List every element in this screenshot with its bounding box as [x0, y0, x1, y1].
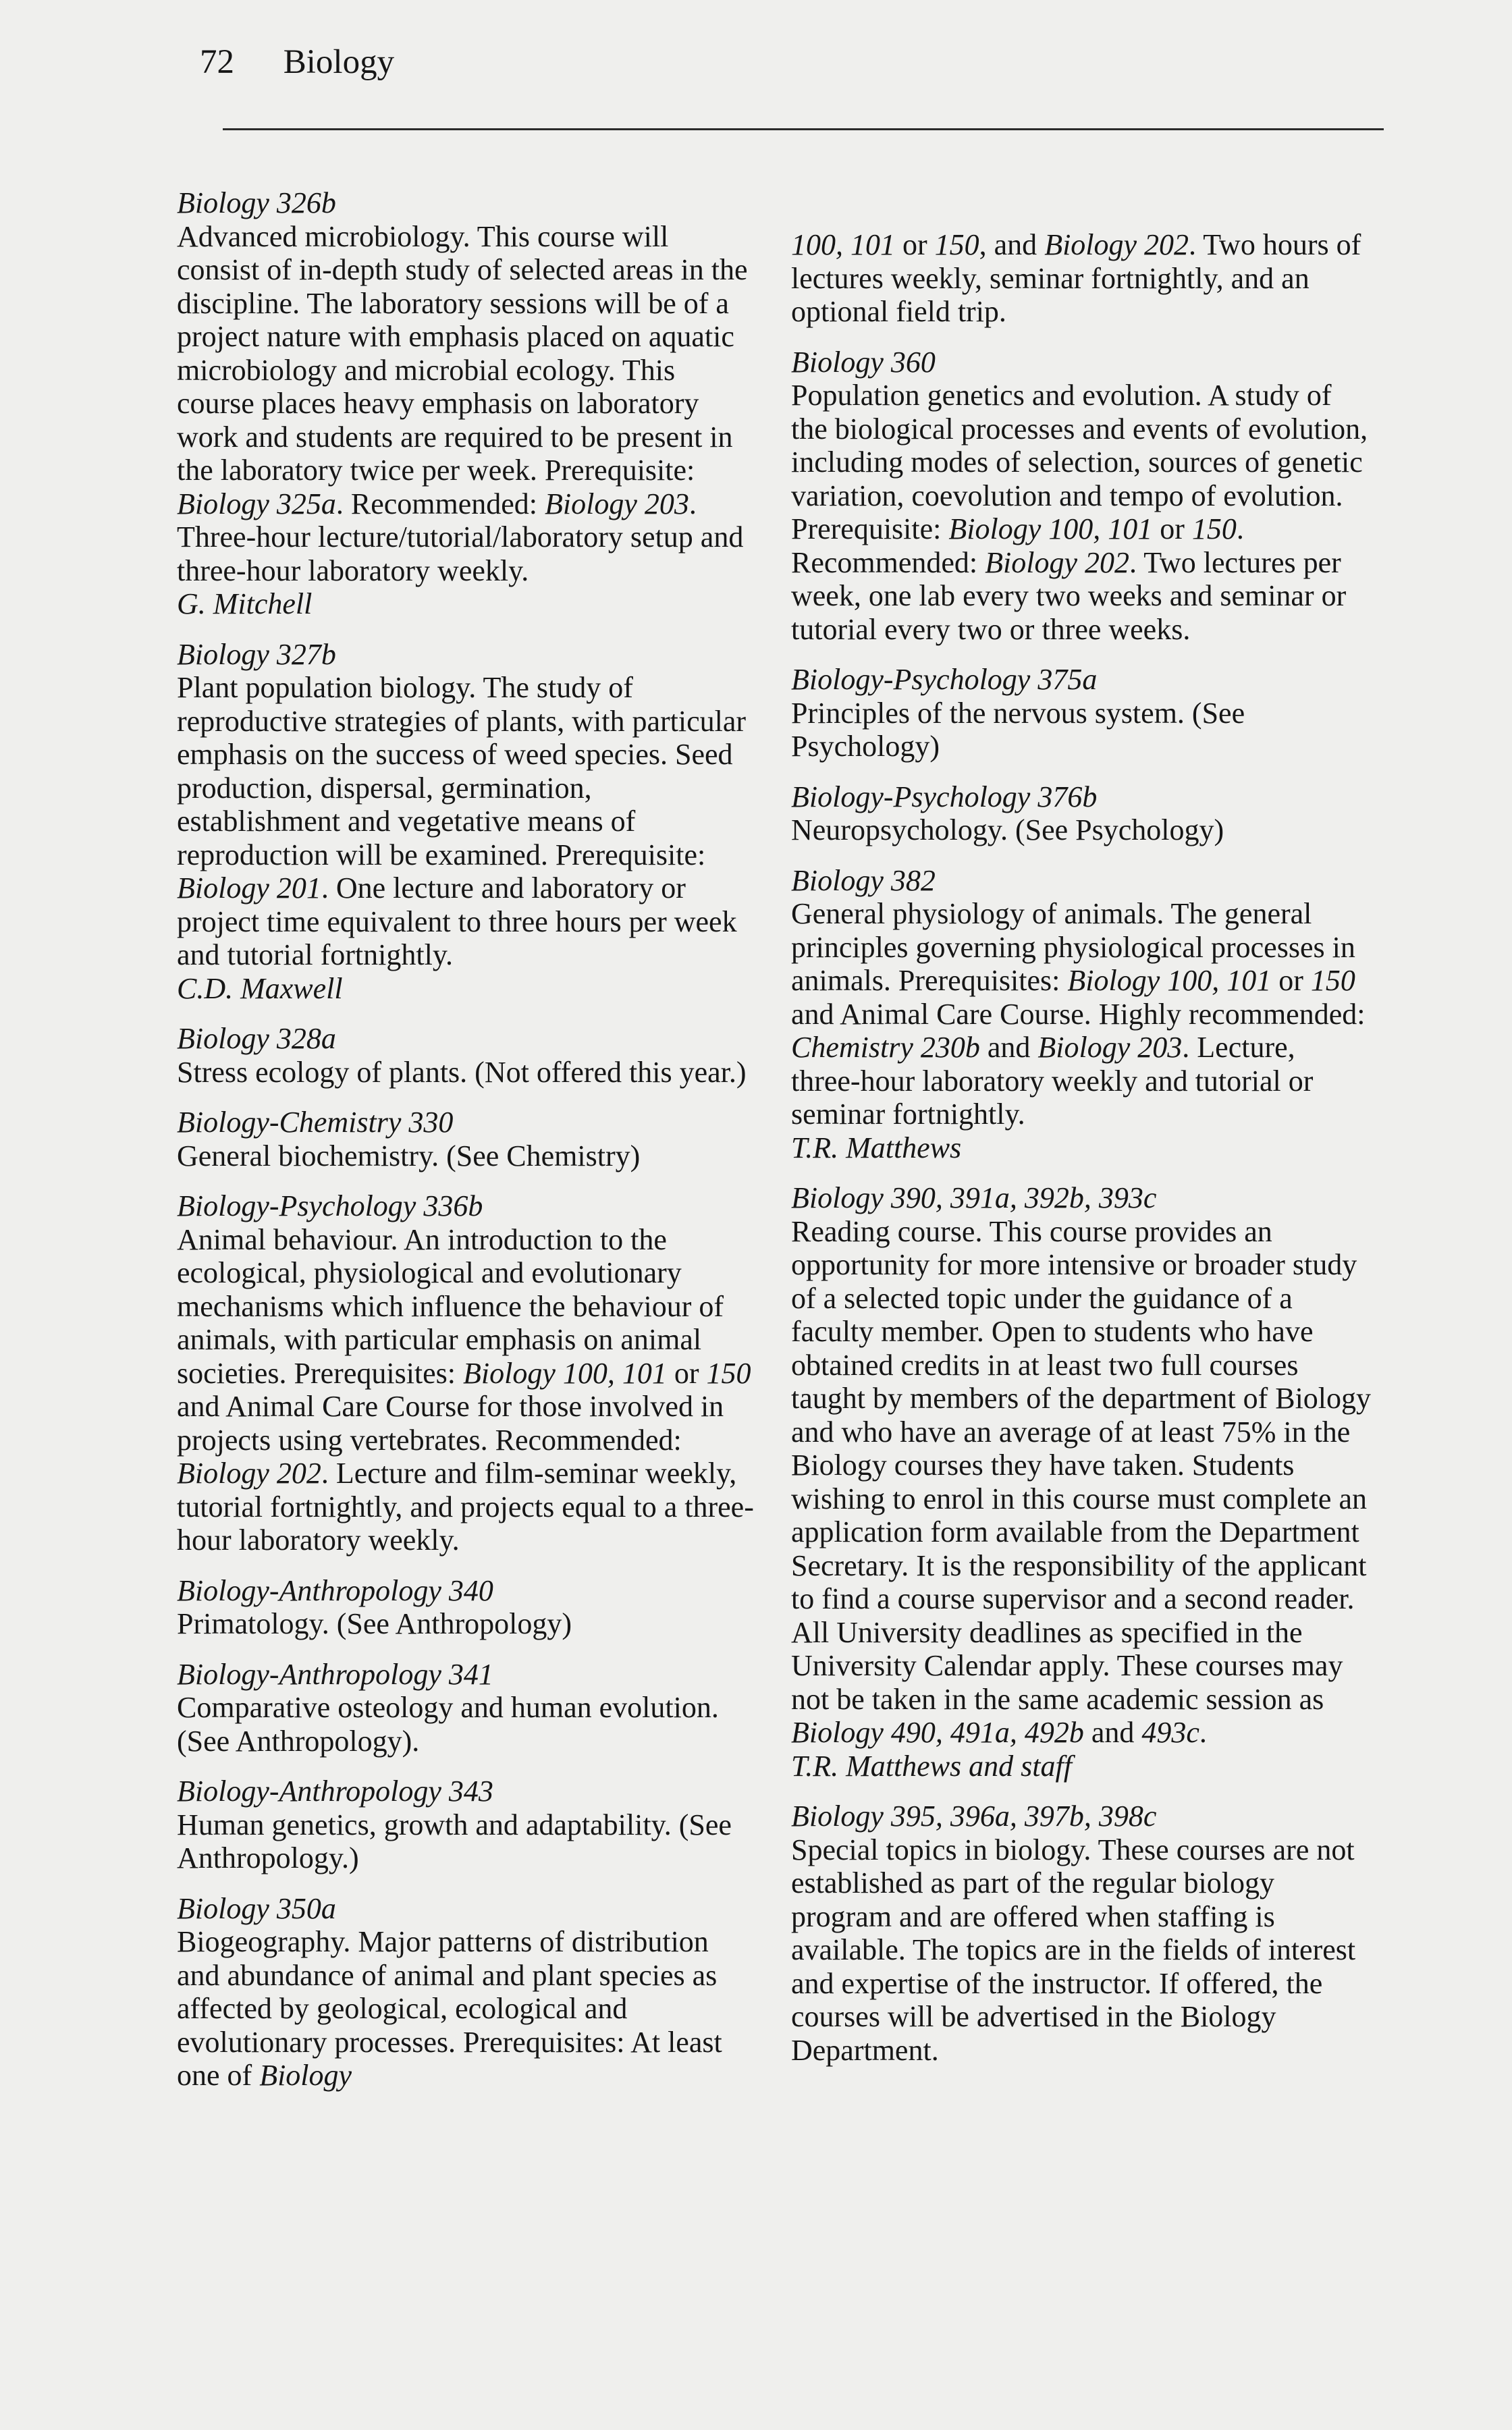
description-text: . Lecture and film-seminar weekly, tutorial fortnightly, and projects equal to a three-hour laboratory weekly.: [177, 1457, 754, 1557]
course-reference: Biology 203: [545, 487, 689, 520]
description-text: Stress ecology of plants. (Not offered this year.): [177, 1055, 747, 1089]
description-text: Reading course. This course provides an opportunity for more intensive or broader study of a selected topic under the guidance of a faculty member. Open to students who have obtained credits in at least two full courses taught by members of the department of Biology and who have an average of at least 75% in the Biology courses they have taken. Students wishing to enrol in this course must complete an application form available from the Department Secretary. It is the responsibility of the applicant to find a course supervisor and a second reader. All University deadlines as specified in the University Calendar apply. These courses may not be taken in the same academic session as: [791, 1214, 1372, 1716]
course-reference: 150: [1191, 512, 1237, 545]
description-text: . Recommended:: [791, 512, 1244, 579]
course-reference: 150: [1310, 964, 1355, 997]
course-reference: Biology 100, 101: [463, 1356, 667, 1390]
course-title: Biology-Psychology 376b: [791, 780, 1098, 813]
description-text: and: [979, 1031, 1038, 1064]
course-description: [177, 220, 757, 588]
left-column: [177, 186, 757, 2109]
description-text: Population genetics and evolution. A study of the biological processes and events of evolution, including modes of selection, sources of genetic variation, coevolution and tempo of evolution. Prerequisite:: [791, 379, 1368, 545]
description-text: and Animal Care Course for those involved in projects using vertebrates. Recommended:: [177, 1390, 724, 1457]
description-text: Human genetics, growth and adaptability. (See Anthropology.): [177, 1808, 732, 1874]
course-title: Biology 360: [791, 345, 936, 379]
course-reference: Biology 325a: [177, 487, 336, 520]
description-text: Biogeography. Major patterns of distribution and abundance of animal and plant species as affected by geological, ecological and evolutionary processes. Prerequisites: At least one of: [177, 1925, 722, 2092]
description-text: . Two hours of lectures weekly, seminar fortnightly, and an optional field trip.: [791, 228, 1361, 328]
course-entry: [177, 638, 757, 1006]
course-description: [791, 1215, 1372, 1750]
description-text: Special topics in biology. These courses are not established as part of the regular biology program and are offered when staffing is available. The topics are in the fields of interest and expertise of the instructor. If offered, the courses will be advertised in the Biology Department.: [791, 1833, 1356, 2067]
description-text: and Animal Care Course. Highly recommended:: [791, 997, 1366, 1031]
course-title: Biology 382: [791, 863, 936, 897]
course-reference: Biology 201: [177, 871, 321, 905]
course-entry: [791, 1800, 1372, 2067]
course-reference: 150: [934, 228, 979, 261]
course-title: Biology-Psychology 375a: [791, 663, 1098, 696]
course-title: Biology 326b: [177, 186, 336, 219]
course-title: Biology 327b: [177, 637, 336, 671]
description-text: General biochemistry. (See Chemistry): [177, 1139, 641, 1172]
course-description: [177, 1223, 757, 1557]
course-entry: [177, 1658, 757, 1758]
description-text: Primatology. (See Anthropology): [177, 1607, 572, 1640]
course-entry: [177, 1574, 757, 1641]
course-entry: [177, 1022, 757, 1089]
description-text: , and: [979, 228, 1045, 261]
description-text: .: [1199, 1716, 1207, 1749]
page-header: [200, 35, 394, 89]
course-title: Biology-Chemistry 330: [177, 1106, 454, 1139]
course-description: [791, 897, 1372, 1131]
course-description: [791, 813, 1372, 847]
course-entry: [177, 1106, 757, 1172]
description-text: General physiology of animals. The general principles governing physiological processes in animals. Prerequisites:: [791, 897, 1355, 997]
instructor-name: T.R. Matthews and staff: [791, 1749, 1072, 1783]
page-number: 72: [200, 43, 234, 81]
course-reference: Biology: [259, 2059, 352, 2092]
description-text: Comparative osteology and human evolution. (See Anthropology).: [177, 1691, 719, 1758]
course-title: Biology-Psychology 336b: [177, 1189, 483, 1222]
course-title: Biology 390, 391a, 392b, 393c: [791, 1181, 1157, 1214]
course-description: [177, 1607, 757, 1641]
description-text: or: [1271, 964, 1311, 997]
course-reference: 150: [706, 1356, 751, 1390]
description-text: Advanced microbiology. This course will consist of in-depth study of selected areas in the discipline. The laboratory sessions will be of a project nature with emphasis placed on aquatic microbiology and microbial ecology. This course places heavy emphasis on laboratory work and students are required to be present in the laboratory twice per week. Prerequisite:: [177, 219, 748, 487]
course-entry: [177, 1892, 757, 2092]
description-text: . Two lectures per week, one lab every two weeks and seminar or tutorial every two or three weeks.: [791, 545, 1347, 646]
instructor-name: G. Mitchell: [177, 587, 313, 620]
course-reference: Biology 100, 101: [948, 512, 1153, 545]
course-entry: [791, 864, 1372, 1165]
description-text: . Recommended:: [335, 487, 545, 520]
course-title: Biology 395, 396a, 397b, 398c: [791, 1800, 1157, 1833]
course-entry: [791, 663, 1372, 763]
course-reference: 493c: [1141, 1716, 1199, 1749]
course-description: [177, 1056, 757, 1089]
course-reference: Biology 202: [177, 1457, 321, 1490]
course-description: [177, 1139, 757, 1173]
course-title: Biology 328a: [177, 1022, 336, 1055]
course-description: [791, 697, 1372, 763]
course-title: Biology-Anthropology 341: [177, 1657, 493, 1691]
description-text: . Three-hour lecture/tutorial/laboratory setup and three-hour laboratory weekly.: [177, 487, 744, 587]
course-description: [791, 379, 1372, 646]
header-rule: [223, 128, 1384, 130]
instructor-name: C.D. Maxwell: [177, 971, 343, 1005]
course-entry: [177, 1775, 757, 1875]
description-text: Principles of the nervous system. (See Psychology): [791, 696, 1245, 763]
course-entry: [177, 1189, 757, 1557]
right-column: [791, 198, 1372, 2084]
course-reference: Biology 202: [1044, 228, 1189, 261]
course-description: [177, 1808, 757, 1875]
description-text: . Lecture, three-hour laboratory weekly and tutorial or seminar fortnightly.: [791, 1031, 1314, 1131]
course-title: Biology-Anthropology 343: [177, 1775, 493, 1808]
instructor-name: T.R. Matthews: [791, 1131, 962, 1164]
description-text: Plant population biology. The study of reproductive strategies of plants, with particular emphasis on the success of weed species. Seed production, dispersal, germination, establishment and vegetative means of reproduction will be examined. Prerequisite:: [177, 671, 747, 871]
description-text: or: [895, 228, 935, 261]
course-description: [177, 671, 757, 972]
description-text: or: [666, 1356, 707, 1390]
description-text: or: [1152, 512, 1192, 545]
course-title: Biology 350a: [177, 1891, 336, 1925]
course-entry: [791, 780, 1372, 847]
section-title: Biology: [283, 43, 395, 81]
description-text: Neuropsychology. (See Psychology): [791, 813, 1224, 846]
course-description: [177, 1925, 757, 2092]
course-reference: Chemistry 230b: [791, 1031, 980, 1064]
course-reference: Biology 100, 101: [1067, 964, 1272, 997]
course-reference: Biology 490, 491a, 492b: [791, 1716, 1084, 1749]
description-text: and: [1083, 1716, 1142, 1749]
course-entry: [791, 1181, 1372, 1783]
course-reference: 100, 101: [791, 228, 895, 261]
description-text: . One lecture and laboratory or project time equivalent to three hours per week and tutorial fortnightly.: [177, 871, 737, 971]
course-description-continued: [791, 228, 1372, 329]
course-title: Biology-Anthropology 340: [177, 1573, 493, 1607]
course-description: [177, 1691, 757, 1758]
course-entry: [791, 346, 1372, 647]
course-reference: Biology 202: [985, 545, 1129, 579]
course-entry: [177, 186, 757, 621]
course-description: [791, 1833, 1372, 2068]
course-reference: Biology 203: [1037, 1031, 1183, 1064]
description-text: Animal behaviour. An introduction to the ecological, physiological and evolutionary mechanisms which influence the behaviour of animals, with particular emphasis on animal societies. Prerequisites:: [177, 1222, 724, 1390]
